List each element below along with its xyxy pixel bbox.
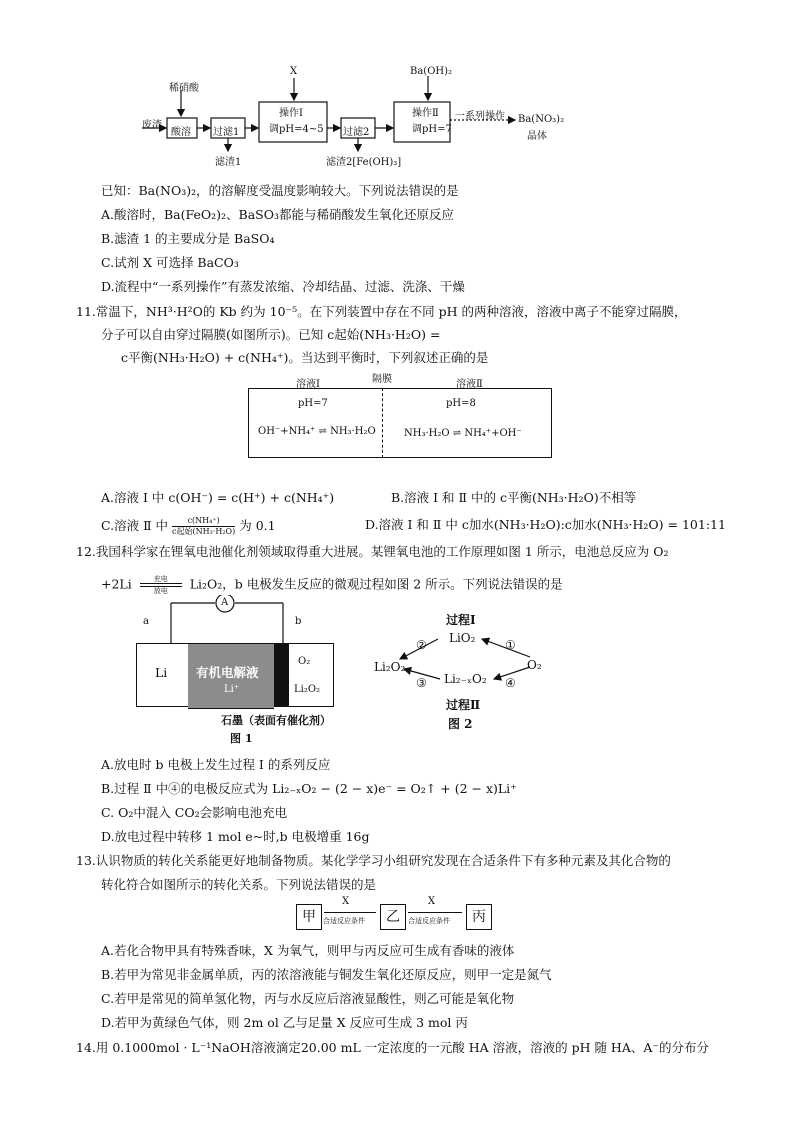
q12-reaction-arrow <box>140 575 182 595</box>
q13-arrow1 <box>324 912 376 913</box>
q13-option-c: C.若甲是常见的简单氢化物，丙与水反应后溶液显酸性，则乙可能是氧化物 <box>101 991 515 1006</box>
q12-ammeter-label: A <box>221 597 229 608</box>
q12-lithium-label: Li <box>155 665 168 680</box>
q12-graphite-label: 石墨（表面有催化剂） <box>221 714 331 727</box>
q14-stem-line1: 14.用 0.1000mol · L⁻¹NaOH溶液滴定20.00 mL 一定浓度的一元酸 HA 溶液，溶液的 pH 随 HA、A⁻的分布分 <box>76 1040 709 1055</box>
q11-option-c-fraction <box>172 516 235 537</box>
q13-stem-line2: 转化符合如图所示的转化关系。下列说法错误的是 <box>101 877 377 892</box>
q11-container <box>248 388 552 458</box>
q10-option-a: A.酸溶时，Ba(FeO₂)₂、BaSO₃都能与稀硝酸发生氧化还原反应 <box>101 207 455 222</box>
q13-yi-box: 乙 <box>380 904 406 930</box>
q13-jia-box: 甲 <box>296 904 322 930</box>
flow-op1-name: 操作Ⅰ <box>279 108 303 119</box>
q12-o2-node: O₂ <box>527 658 542 672</box>
q10-option-b: B.滤渣 1 的主要成分是 BaSO₄ <box>101 231 275 246</box>
flow-filter1: 过滤1 <box>213 127 240 138</box>
flow-op2-name: 操作Ⅱ <box>412 108 439 119</box>
q10-option-d: D.流程中“一系列操作”有蒸发浓缩、冷却结晶、过滤、洗涤、干燥 <box>101 279 465 294</box>
q12-option-b: B.过程 Ⅱ 中④的电极反应式为 Li₂₋ₓO₂ − (2 − x)e⁻ = O₂↑ + (2 − x)Li⁺ <box>101 781 517 796</box>
q11-membrane-line <box>382 388 383 458</box>
q12-electrode-b: b <box>295 616 302 627</box>
q13-option-d: D.若甲为黄绿色气体，则 2m ol 乙与足量 X 反应可生成 3 mol 丙 <box>101 1015 468 1030</box>
q12-step4: ④ <box>505 676 516 690</box>
q11-option-c-prefix: C.溶液 Ⅱ 中 <box>101 518 169 533</box>
q11-stem-line2: 分子可以自由穿过隔膜(如图所示)。已知 c起始(NH₃·H₂O) = <box>101 327 441 342</box>
flow-series: 一系列操作 <box>455 111 505 122</box>
q12-li2xo2-node: Li₂₋ₓO₂ <box>444 672 487 686</box>
q12-option-c: C. O₂中混入 CO₂会影响电池充电 <box>101 805 288 820</box>
q12-option-d: D.放电过程中转移 1 mol e~时,b 电极增重 16g <box>101 829 370 844</box>
q11-option-d: D.溶液 Ⅰ 和 Ⅱ 中 c加水(NH₃·H₂O):c加水(NH₃·H₂O) = 101:11 <box>365 517 726 532</box>
q12-process2-label: 过程Ⅱ <box>446 698 481 712</box>
q13-condition1: 合适反应条件 <box>323 917 365 925</box>
q11-stem-line3: c平衡(NH₃·H₂O) + c(NH₄⁺)。当达到平衡时，下列叙述正确的是 <box>121 350 489 365</box>
flow-waste: 废渣 <box>142 120 162 131</box>
q11-stem-line1: 11.常温下，NH³·H²O的 Kb 约为 10⁻⁵。在下列装置中存在不同 pH 的两种溶液，溶液中离子不能穿过隔膜， <box>76 304 687 319</box>
q12-option-a: A.放电时 b 电极上发生过程 Ⅰ 的系列反应 <box>101 757 331 772</box>
q10-option-c: C.试剂 X 可选择 BaCO₃ <box>101 255 239 270</box>
q12-fig1-caption: 图 1 <box>230 732 253 745</box>
q10-known: 已知：Ba(NO₃)₂，的溶解度受温度影响较大。下列说法错误的是 <box>101 183 459 198</box>
flow-residue2: 滤渣2[Fe(OH)₃] <box>326 157 402 168</box>
q12-electrode-a: a <box>143 616 149 627</box>
q11-option-c-numerator: c(NH₄⁺) <box>172 516 235 527</box>
flow-product: Ba(NO₃)₂ <box>518 114 565 125</box>
flow-acid-dissolve: 酸溶 <box>171 127 191 138</box>
q12-cathode-chamber <box>288 643 334 707</box>
q12-stem-line1: 12.我国科学家在锂氧电池催化剂领域取得重大进展。某锂氧电池的工作原理如图 1 所示，电池总反应为 O₂ <box>76 544 669 559</box>
q12-fig2-caption: 图 2 <box>448 717 473 731</box>
q12-stem-line2 <box>101 575 563 595</box>
q11-option-a: A.溶液 Ⅰ 中 c(OH⁻) = c(H⁺) + c(NH₄⁺) <box>101 490 335 505</box>
flow-residue1: 滤渣1 <box>215 157 242 168</box>
q11-ph1: pH=7 <box>298 398 328 409</box>
q11-solution1-label: 溶液Ⅰ <box>296 379 320 390</box>
q12-arrow-discharge: 放电 <box>153 587 168 595</box>
q13-reagent-x1: X <box>342 896 350 907</box>
q11-solution2-label: 溶液Ⅱ <box>456 379 483 390</box>
q12-graphite-electrode <box>274 643 288 707</box>
q13-condition2: 合适反应条件 <box>408 917 450 925</box>
q11-membrane-label: 隔膜 <box>372 374 392 385</box>
q12-arrow-charge: 充电 <box>153 575 168 583</box>
q13-arrow2 <box>408 912 462 913</box>
flow-filter2: 过滤2 <box>343 127 370 138</box>
flow-op1-ph: 调pH=4~5 <box>269 124 324 135</box>
q11-option-c-denominator: c起始(NH₃·H₂O) <box>172 527 236 536</box>
q13-reagent-x2: X <box>428 896 436 907</box>
q11-option-b: B.溶液 Ⅰ 和 Ⅱ 中的 c平衡(NH₃·H₂O)不相等 <box>391 490 637 505</box>
q12-li2o2-node: Li₂O₂ <box>374 660 406 674</box>
flow-product-crystal: 晶体 <box>527 131 547 142</box>
q13-stem-line1: 13.认识物质的转化关系能更好地制备物质。某化学学习小组研究发现在合适条件下有多种元素及其化合物的 <box>76 853 671 868</box>
q12-o2-label: O₂ <box>298 656 311 667</box>
flow-x: X <box>290 66 298 77</box>
q13-option-b: B.若甲为常见非金属单质，丙的浓溶液能与铜发生氧化还原反应，则甲一定是氮气 <box>101 967 552 982</box>
flow-op2-ph: 调pH=7 <box>412 124 452 135</box>
q12-li2o2-label: Li₂O₂ <box>294 684 321 695</box>
q11-option-c-suffix: 为 0.1 <box>239 518 276 533</box>
q12-reactant: +2Li <box>101 576 132 592</box>
q11-option-c <box>101 516 276 537</box>
q12-step2: ② <box>416 638 427 652</box>
q12-step3: ③ <box>416 676 427 690</box>
q13-bing-box: 丙 <box>466 904 492 930</box>
q12-step1: ① <box>505 638 516 652</box>
flow-baoh2: Ba(OH)₂ <box>410 66 453 77</box>
q12-product-text: Li₂O₂，b 电极发生反应的微观过程如图 2 所示。下列说法错误的是 <box>189 576 563 592</box>
q12-li-ion: Li⁺ <box>224 684 240 695</box>
flow-acid: 稀硝酸 <box>169 83 199 94</box>
q12-lio2: LiO₂ <box>449 631 476 645</box>
q11-ph2: pH=8 <box>446 398 476 409</box>
q12-process1-label: 过程Ⅰ <box>446 613 476 627</box>
q11-equilibrium2: NH₃·H₂O ⇌ NH₄⁺+OH⁻ <box>404 428 522 439</box>
q11-equilibrium1: OH⁻+NH₄⁺ ⇌ NH₃·H₂O <box>258 426 376 437</box>
q12-electrolyte-label: 有机电解液 <box>196 665 259 680</box>
q13-option-a: A.若化合物甲具有特殊香味，X 为氧气，则甲与丙反应可生成有香味的液体 <box>101 943 515 958</box>
